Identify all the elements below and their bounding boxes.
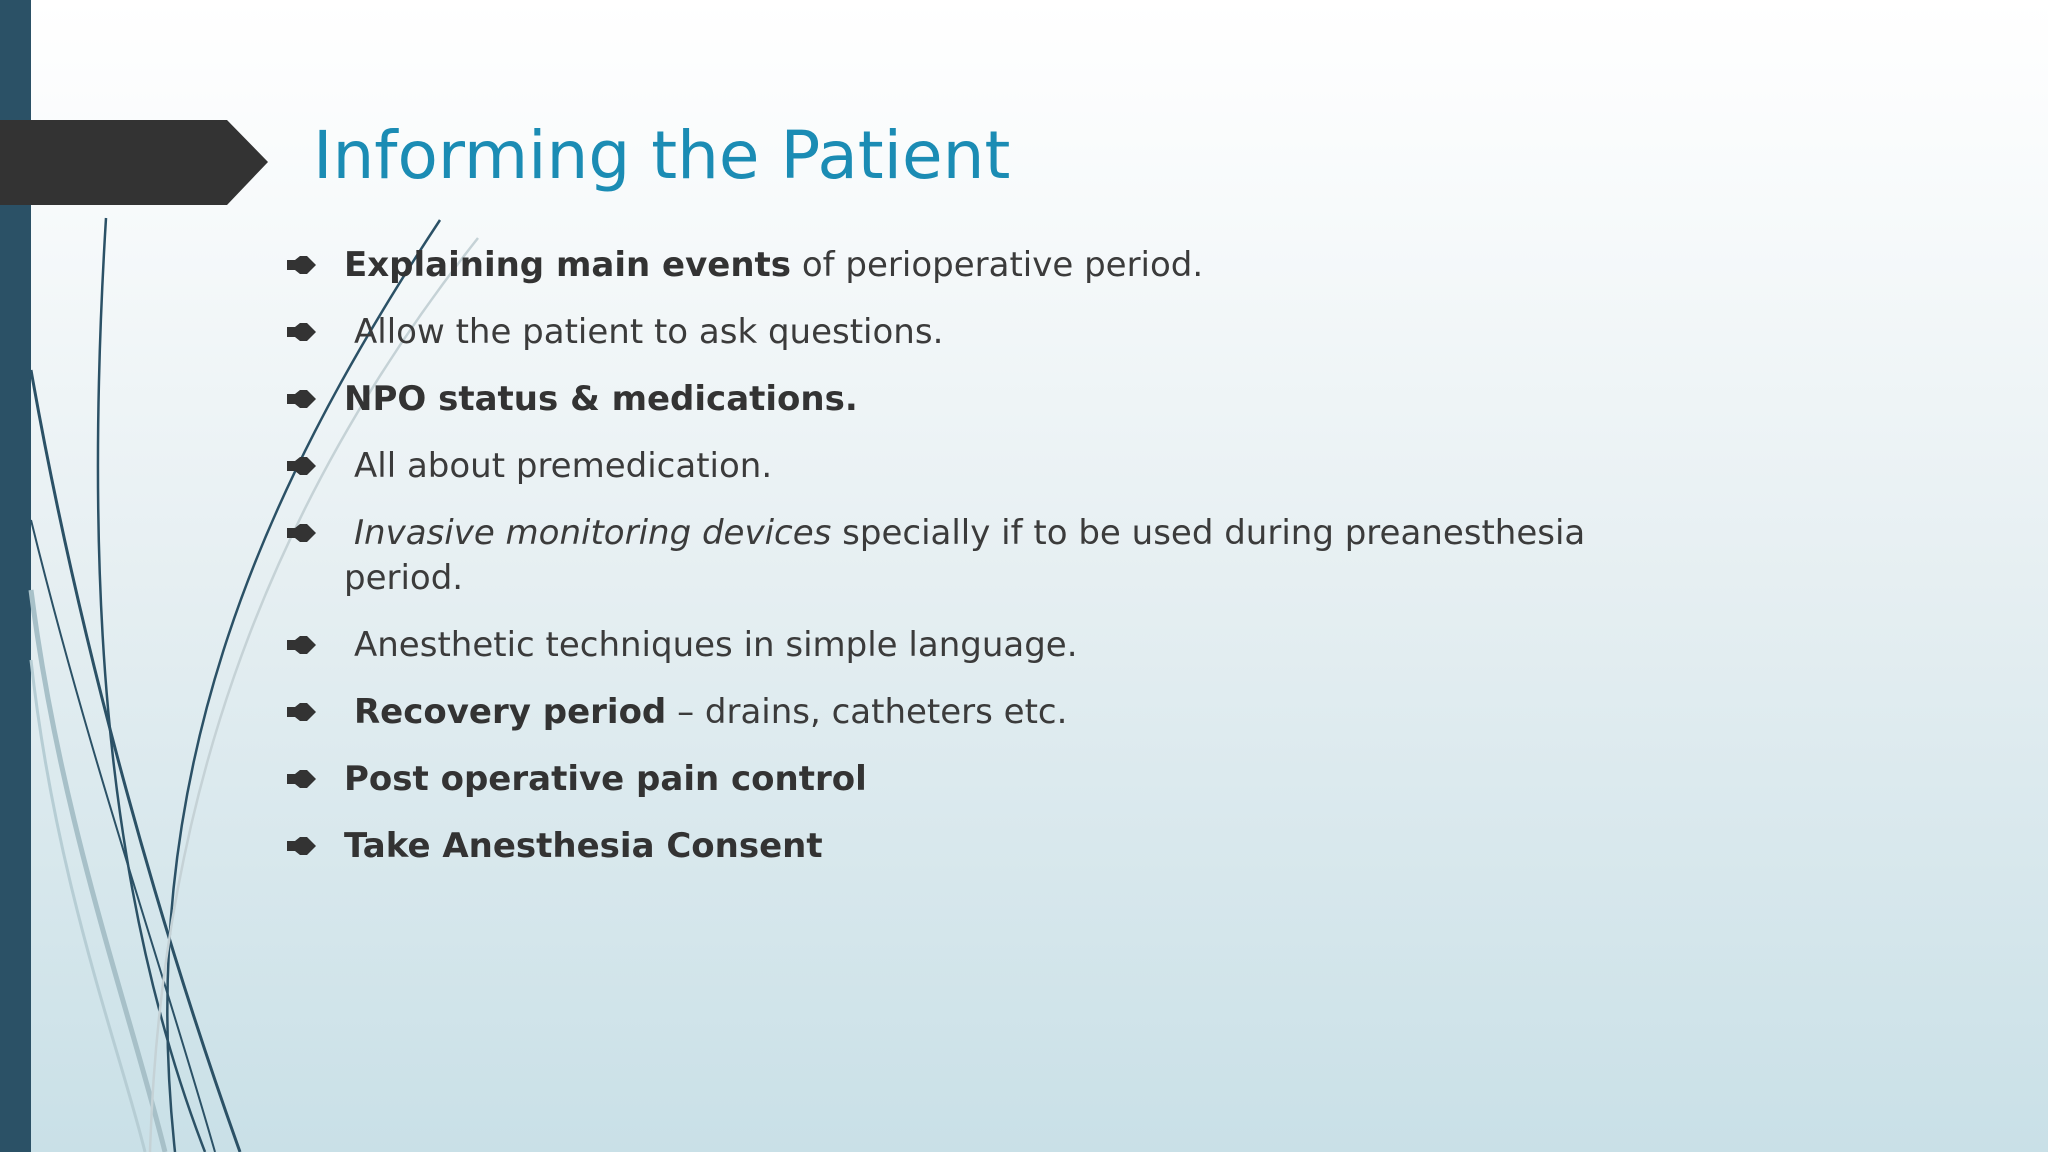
bullet-item — [287, 377, 1617, 422]
arrow-bullet-icon — [287, 455, 317, 477]
arrow-bullet-icon — [287, 768, 317, 790]
arrow-bullet-icon — [287, 522, 317, 544]
bullet-item — [287, 511, 1617, 601]
bullet-bold: Take Anesthesia Consent — [344, 826, 823, 866]
bullet-list — [287, 243, 1617, 891]
arrow-bullet-icon — [287, 701, 317, 723]
arrow-bullet-icon — [287, 254, 317, 276]
bullet-text: Anesthetic techniques in simple language. — [354, 625, 1078, 665]
bullet-bold: Recovery period — [354, 692, 667, 732]
bullet-bold: Post operative pain control — [344, 759, 867, 799]
bullet-italic: Invasive monitoring devices — [354, 513, 832, 553]
bullet-item — [287, 243, 1617, 288]
title-arrow-shape — [0, 120, 270, 205]
bullet-bold: NPO status & medications. — [344, 379, 858, 419]
arrow-bullet-icon — [287, 388, 317, 410]
bullet-item — [287, 623, 1617, 668]
bullet-text: of perioperative period. — [791, 245, 1204, 285]
slide-title: Informing the Patient — [313, 117, 1011, 194]
bullet-item — [287, 690, 1617, 735]
bullet-text: specially if to be used during preanesthesia period. — [344, 513, 1586, 598]
bullet-text: All about premedication. — [354, 446, 773, 486]
bullet-item — [287, 444, 1617, 489]
bullet-item — [287, 824, 1617, 869]
bullet-item — [287, 310, 1617, 355]
bullet-item — [287, 757, 1617, 802]
bullet-text: – drains, catheters etc. — [666, 692, 1068, 732]
arrow-bullet-icon — [287, 835, 317, 857]
bullet-bold: Explaining main events — [344, 245, 792, 285]
bullet-text: Allow the patient to ask questions. — [354, 312, 944, 352]
arrow-bullet-icon — [287, 321, 317, 343]
arrow-bullet-icon — [287, 634, 317, 656]
